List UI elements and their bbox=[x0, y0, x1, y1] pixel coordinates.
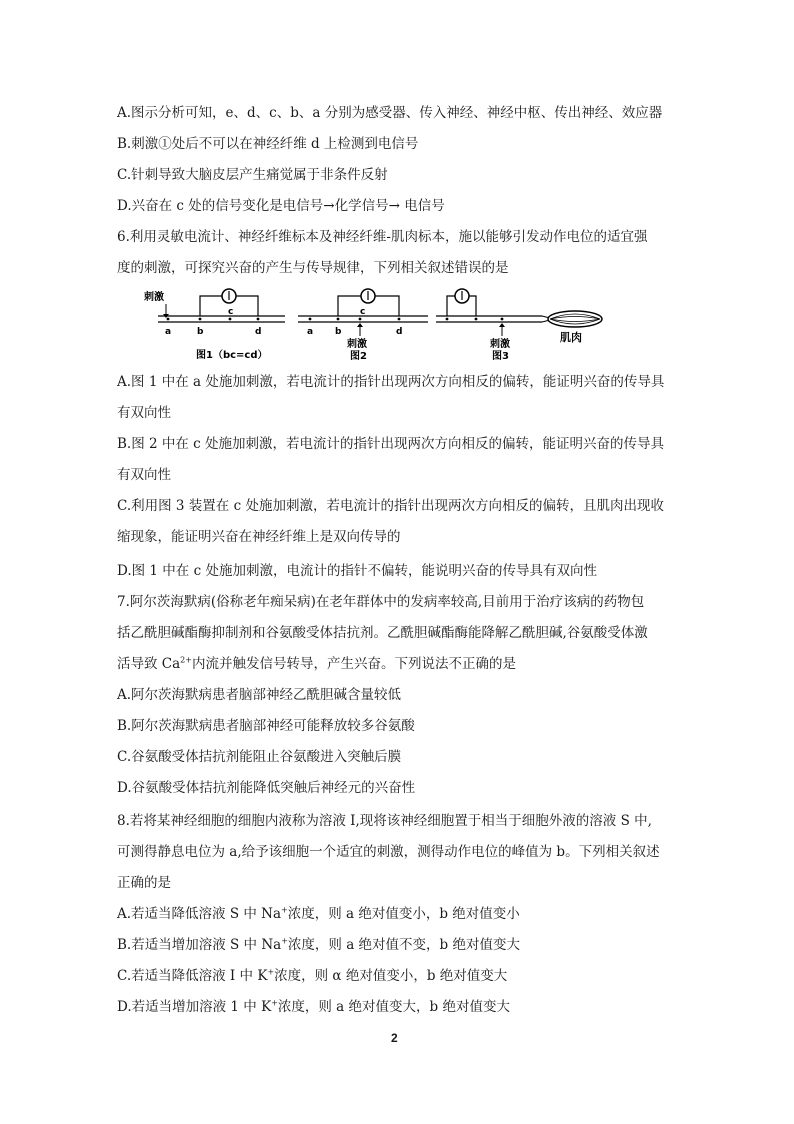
fig2-point-d: d bbox=[396, 327, 403, 337]
muscle-icon bbox=[548, 311, 602, 327]
q8-stem-line-3: 正确的是 bbox=[117, 875, 171, 891]
q7-option-d: D.谷氨酸受体拮抗剂能降低突触后神经元的兴奋性 bbox=[117, 780, 416, 796]
q8-c-post: 浓度，则 α 绝对值变小，b 绝对值变大 bbox=[274, 968, 508, 984]
q8-option-b bbox=[117, 936, 520, 954]
q7-stem-3-pre: 活导致 Ca bbox=[117, 656, 181, 672]
q6-option-d: D.图 1 中在 c 处施加刺激，电流计的指针不偏转，能说明兴奋的传导具有双向性 bbox=[117, 563, 597, 579]
q8-stem-line-2: 可测得静息电位为 a,给予该细胞一个适宜的刺激，测得动作电位的峰值为 b。下列相关叙述 bbox=[117, 844, 660, 860]
q8-option-a bbox=[117, 905, 520, 923]
q6-option-a-line-1: A.图 1 中在 a 处施加刺激，若电流计的指针出现两次方向相反的偏转，能证明兴奋的传导具 bbox=[117, 374, 665, 390]
page-number: 2 bbox=[391, 1031, 398, 1045]
q8-stem-line-1: 8.若将某神经细胞的细胞内液称为溶液 I,现将该神经细胞置于相当于细胞外液的溶液 S 中, bbox=[117, 813, 652, 829]
fig3-caption: 图3 bbox=[492, 351, 509, 362]
q7-stem-line-2: 括乙酰胆碱酯酶抑制剂和谷氨酸受体拮抗剂。乙酰胆碱酯酶能降解乙酰胆碱,谷氨酸受体激 bbox=[117, 625, 648, 641]
muscle-label: 肌肉 bbox=[560, 331, 582, 344]
figure-2 bbox=[298, 289, 428, 362]
fig2-stimulus-label: 刺激 bbox=[347, 339, 367, 350]
q8-a-post: 浓度，则 a 绝对值变小，b 绝对值变小 bbox=[287, 906, 520, 922]
fig2-point-c: c bbox=[360, 307, 366, 317]
q8-a-charge: + bbox=[281, 905, 288, 915]
q8-a-pre: A.若适当降低溶液 S 中 Na bbox=[117, 906, 282, 922]
q5-option-b: B.刺激①处后不可以在神经纤维 d 上检测到电信号 bbox=[117, 136, 419, 152]
q7-stem-3-post: 内流并触发信号转导，产生兴奋。下列说法不正确的是 bbox=[191, 656, 516, 672]
fig1-point-b: b bbox=[197, 327, 204, 337]
fig2-caption: 图2 bbox=[350, 351, 367, 362]
fig3-stimulus-label: 刺激 bbox=[490, 339, 510, 350]
q8-c-pre: C.若适当降低溶液 I 中 K bbox=[117, 968, 268, 984]
q8-b-post: 浓度，则 a 绝对值不变，b 绝对值变大 bbox=[287, 937, 520, 953]
q8-d-pre: D.若适当增加溶液 1 中 K bbox=[117, 999, 272, 1015]
q7-stem-line-1: 7.阿尔茨海默病(俗称老年痴呆病)在老年群体中的发病率较高,目前用于治疗该病的药物包 bbox=[117, 594, 645, 610]
q8-option-c bbox=[117, 967, 507, 985]
fig2-point-b: b bbox=[335, 327, 342, 337]
q7-option-b: B.阿尔茨海默病患者脑部神经可能释放较多谷氨酸 bbox=[117, 718, 415, 734]
figure-3 bbox=[436, 289, 602, 362]
q6-option-b-line-2: 有双向性 bbox=[117, 467, 171, 483]
q6-option-b-line-1: B.图 2 中在 c 处施加刺激，若电流计的指针出现两次方向相反的偏转，能证明兴奋的传导具 bbox=[117, 436, 665, 452]
q8-option-d bbox=[117, 998, 510, 1016]
q8-d-post: 浓度，则 a 绝对值变大，b 绝对值变大 bbox=[277, 999, 510, 1015]
q7-option-c: C.谷氨酸受体拮抗剂能阻止谷氨酸进入突触后膜 bbox=[117, 749, 402, 765]
q8-b-pre: B.若适当增加溶液 S 中 Na bbox=[117, 937, 282, 953]
fig1-stimulus-label: 刺激 bbox=[144, 292, 164, 303]
q7-option-a: A.阿尔茨海默病患者脑部神经乙酰胆碱含量较低 bbox=[117, 687, 402, 703]
fig1-point-c: c bbox=[228, 307, 234, 317]
calcium-charge: 2+ bbox=[180, 655, 192, 665]
q6-option-c-line-1: C.利用图 3 装置在 c 处施加刺激，若电流计的指针出现两次方向相反的偏转，且肌肉出现收 bbox=[117, 498, 664, 514]
q5-option-a: A.图示分析可知，e、d、c、b、a 分别为感受器、传入神经、神经中枢、传出神经、效应器 bbox=[117, 105, 663, 121]
fig2-point-a: a bbox=[307, 327, 314, 337]
q6-option-a-line-2: 有双向性 bbox=[117, 405, 171, 421]
q6-figure bbox=[140, 286, 620, 370]
fig1-point-a: a bbox=[165, 327, 172, 337]
q7-stem-line-3 bbox=[117, 655, 516, 673]
q6-stem-line-2: 度的刺激，可探究兴奋的产生与传导规律，下列相关叙述错误的是 bbox=[117, 260, 509, 276]
fig1-caption: 图1（bc=cd） bbox=[196, 350, 268, 361]
q5-option-d: D.兴奋在 c 处的信号变化是电信号→化学信号→ 电信号 bbox=[117, 198, 445, 214]
q6-option-c-line-2: 缩现象，能证明兴奋在神经纤维上是双向传导的 bbox=[117, 529, 401, 545]
q5-option-c: C.针刺导致大脑皮层产生痛觉属于非条件反射 bbox=[117, 167, 388, 183]
q6-stem-line-1: 6.利用灵敏电流计、神经纤维标本及神经纤维-肌肉标本，施以能够引发动作电位的适宜强 bbox=[117, 229, 648, 245]
figure-1 bbox=[144, 289, 285, 361]
q8-d-charge: + bbox=[271, 998, 278, 1008]
q8-b-charge: + bbox=[281, 936, 288, 946]
fig1-point-d: d bbox=[255, 327, 262, 337]
q8-c-charge: + bbox=[267, 967, 275, 977]
